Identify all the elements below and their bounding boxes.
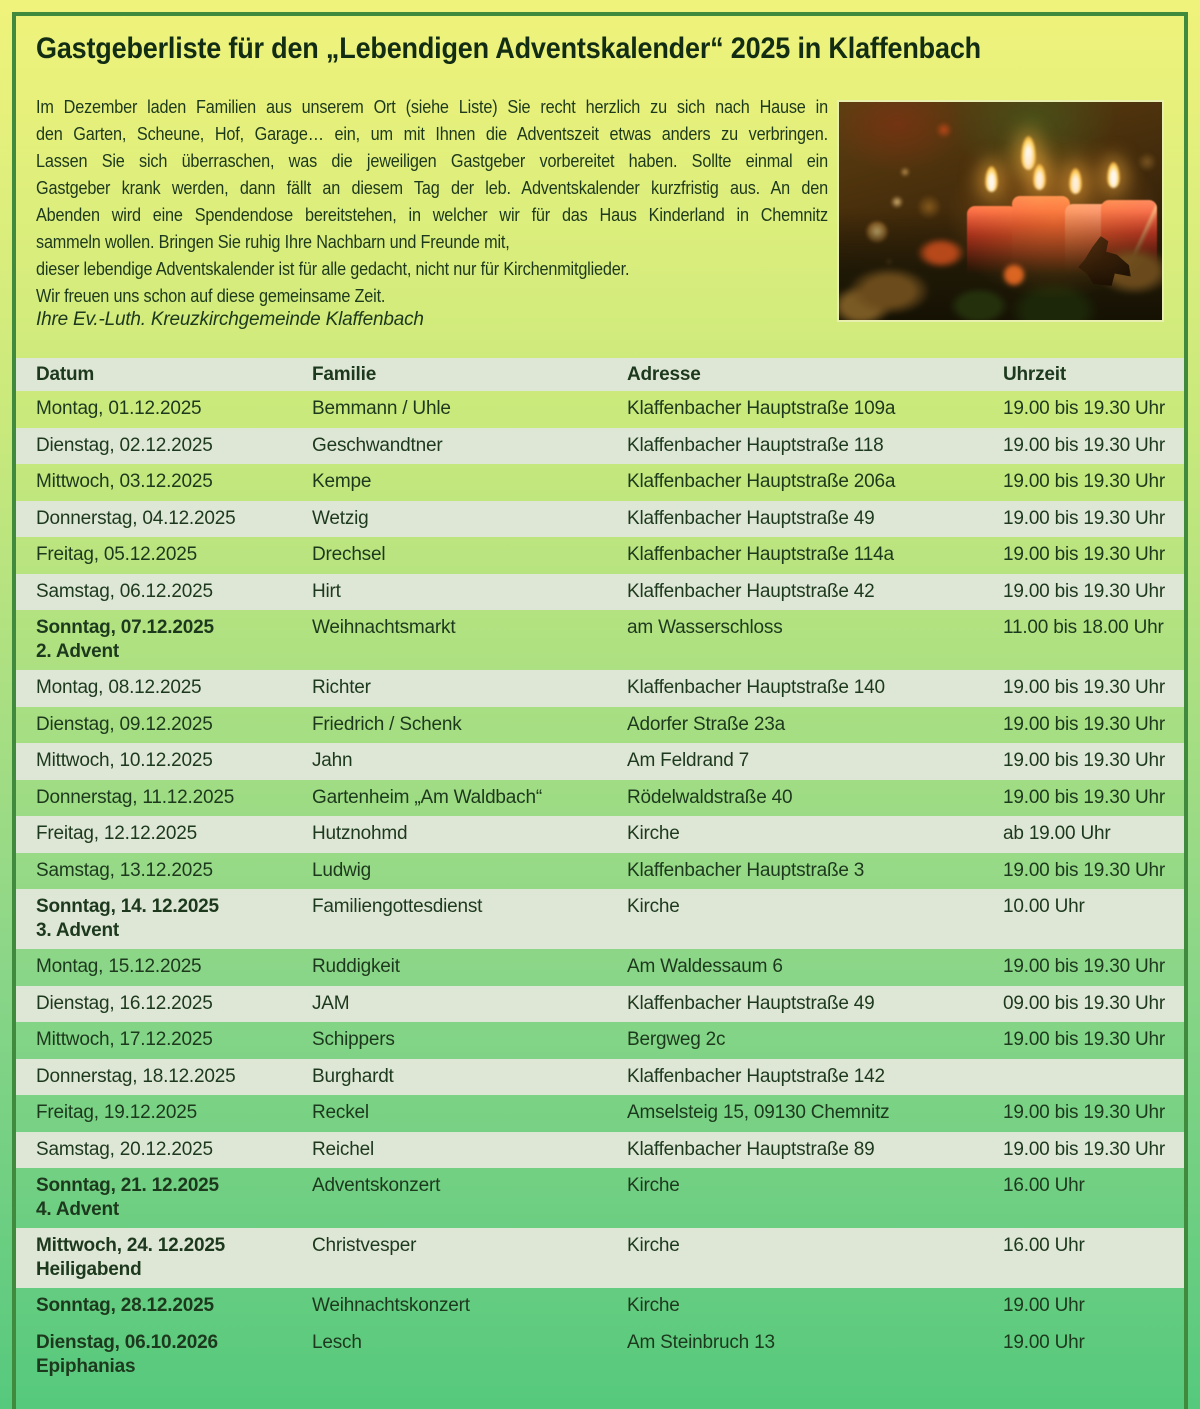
cell-adresse: Amselsteig 15, 09130 Chemnitz bbox=[627, 1102, 890, 1124]
cell-familie: Weihnachtskonzert bbox=[312, 1295, 470, 1317]
cell-datum bbox=[36, 992, 312, 1016]
cell-adresse: Rödelwaldstraße 40 bbox=[627, 786, 793, 808]
cell-adresse: Kirche bbox=[627, 1175, 680, 1196]
table-row bbox=[16, 1228, 1184, 1288]
cell-uhrzeit: 19.00 bis 19.30 Uhr bbox=[1003, 1102, 1166, 1124]
cell-datum bbox=[36, 1331, 312, 1379]
cell-adresse: Kirche bbox=[627, 1235, 680, 1256]
cell-familie: Ruddigkeit bbox=[312, 956, 400, 978]
table-row bbox=[16, 853, 1184, 890]
cell-adresse: Klaffenbacher Hauptstraße 49 bbox=[627, 507, 875, 529]
table-row bbox=[16, 574, 1184, 611]
cell-adresse: Klaffenbacher Hauptstraße 49 bbox=[627, 992, 875, 1014]
datum-subtext: Heiligabend bbox=[36, 1259, 142, 1280]
header-datum: Datum bbox=[36, 363, 95, 385]
schedule-table bbox=[16, 358, 1184, 1385]
cell-familie: Burghardt bbox=[312, 1065, 394, 1087]
cell-uhrzeit: 11.00 bis 18.00 Uhr bbox=[1003, 617, 1164, 638]
datum-text: Donnerstag, 04.12.2025 bbox=[36, 507, 236, 529]
cell-datum bbox=[36, 749, 312, 773]
datum-text: Samstag, 13.12.2025 bbox=[36, 859, 213, 881]
datum-text: Samstag, 06.12.2025 bbox=[36, 580, 213, 602]
cell-adresse: Klaffenbacher Hauptstraße 114a bbox=[627, 544, 894, 566]
datum-text: Freitag, 19.12.2025 bbox=[36, 1102, 197, 1124]
cell-uhrzeit: 09.00 bis 19.30 Uhr bbox=[1003, 992, 1166, 1014]
datum-text: Freitag, 12.12.2025 bbox=[36, 823, 197, 845]
table-row bbox=[16, 816, 1184, 853]
datum-text: Sonntag, 21. 12.2025 bbox=[36, 1175, 219, 1196]
cell-familie: Jahn bbox=[312, 750, 353, 772]
cell-adresse: Am Feldrand 7 bbox=[627, 750, 750, 772]
cell-familie: Friedrich / Schenk bbox=[312, 713, 462, 735]
warm-glow bbox=[839, 102, 1162, 320]
cell-uhrzeit: 19.00 bis 19.30 Uhr bbox=[1003, 1029, 1166, 1051]
cell-familie: Hirt bbox=[312, 580, 341, 602]
cell-adresse: Klaffenbacher Hauptstraße 3 bbox=[627, 859, 865, 881]
cell-uhrzeit: 19.00 bis 19.30 Uhr bbox=[1003, 713, 1166, 735]
cell-uhrzeit: 19.00 bis 19.30 Uhr bbox=[1003, 786, 1166, 808]
table-row bbox=[16, 949, 1184, 986]
cell-datum bbox=[36, 1101, 312, 1125]
cell-familie: Drechsel bbox=[312, 544, 386, 566]
intro-line: Lassen Sie sich überraschen, was die jeweiligen Gastgeber vorbereitet haben. Sollte einmal ein bbox=[36, 150, 828, 171]
cell-uhrzeit: 19.00 bis 19.30 Uhr bbox=[1003, 956, 1166, 978]
cell-adresse: Am Steinbruch 13 bbox=[627, 1331, 775, 1353]
cell-uhrzeit: 19.00 bis 19.30 Uhr bbox=[1003, 677, 1166, 699]
cell-familie: Lesch bbox=[312, 1331, 362, 1353]
table-row bbox=[16, 780, 1184, 817]
intro-line: sammeln wollen. Bringen Sie ruhig Ihre Nachbarn und Freunde mit, bbox=[36, 231, 510, 252]
cell-datum bbox=[36, 822, 312, 846]
table-row bbox=[16, 464, 1184, 501]
cell-uhrzeit: 10.00 Uhr bbox=[1003, 896, 1085, 917]
cell-adresse: Kirche bbox=[627, 1295, 680, 1317]
cell-familie: Adventskonzert bbox=[312, 1175, 441, 1196]
table-row bbox=[16, 391, 1184, 428]
table-row bbox=[16, 537, 1184, 574]
cell-familie: Christvesper bbox=[312, 1235, 417, 1256]
cell-adresse: am Wasserschloss bbox=[627, 617, 783, 638]
datum-text: Mittwoch, 24. 12.2025 bbox=[36, 1235, 226, 1256]
signature-line: Ihre Ev.-Luth. Kreuzkirchgemeinde Klaffenbach bbox=[36, 309, 424, 330]
cell-familie: Wetzig bbox=[312, 507, 369, 529]
cell-datum bbox=[36, 713, 312, 737]
datum-text: Montag, 01.12.2025 bbox=[36, 398, 202, 420]
cell-uhrzeit: 16.00 Uhr bbox=[1003, 1175, 1085, 1196]
cell-datum bbox=[36, 507, 312, 531]
cell-familie: Weihnachtsmarkt bbox=[312, 617, 456, 638]
cell-uhrzeit: 19.00 bis 19.30 Uhr bbox=[1003, 507, 1166, 529]
table-row bbox=[16, 1095, 1184, 1132]
cell-datum bbox=[36, 1138, 312, 1162]
table-row bbox=[16, 707, 1184, 744]
intro-paragraph bbox=[36, 93, 828, 309]
intro-line: Gastgeber krank werden, dann fällt an diesem Tag der leb. Adventskalender kurzfristig aus. An den bbox=[36, 177, 828, 198]
cell-uhrzeit: 19.00 bis 19.30 Uhr bbox=[1003, 471, 1166, 493]
page-title: Gastgeberliste für den „Lebendigen Adventskalender“ 2025 in Klaffenbach bbox=[36, 32, 981, 65]
table-row bbox=[16, 743, 1184, 780]
cell-uhrzeit: 19.00 Uhr bbox=[1003, 1331, 1085, 1353]
datum-text: Mittwoch, 03.12.2025 bbox=[36, 471, 213, 493]
table-row bbox=[16, 428, 1184, 465]
table-row bbox=[16, 986, 1184, 1023]
datum-text: Montag, 15.12.2025 bbox=[36, 956, 202, 978]
cell-familie: Reichel bbox=[312, 1138, 374, 1160]
cell-datum bbox=[36, 543, 312, 567]
table-row bbox=[16, 1022, 1184, 1059]
cell-datum bbox=[36, 1028, 312, 1052]
datum-subtext: 3. Advent bbox=[36, 920, 120, 941]
cell-adresse: Klaffenbacher Hauptstraße 140 bbox=[627, 677, 885, 699]
datum-text: Mittwoch, 10.12.2025 bbox=[36, 750, 213, 772]
cell-adresse: Klaffenbacher Hauptstraße 109a bbox=[627, 398, 896, 420]
table-row bbox=[16, 1059, 1184, 1096]
datum-text: Dienstag, 16.12.2025 bbox=[36, 992, 213, 1014]
cell-adresse: Klaffenbacher Hauptstraße 118 bbox=[627, 434, 884, 456]
cell-familie: Reckel bbox=[312, 1102, 369, 1124]
datum-text: Sonntag, 14. 12.2025 bbox=[36, 896, 219, 917]
cell-adresse: Bergweg 2c bbox=[627, 1029, 726, 1051]
cell-uhrzeit: ab 19.00 Uhr bbox=[1003, 823, 1111, 845]
cell-uhrzeit: 19.00 bis 19.30 Uhr bbox=[1003, 580, 1166, 602]
cell-datum bbox=[36, 1065, 312, 1089]
datum-text: Donnerstag, 18.12.2025 bbox=[36, 1065, 236, 1087]
cell-adresse: Adorfer Straße 23a bbox=[627, 713, 785, 735]
intro-line: den Garten, Scheune, Hof, Garage… ein, um mit Ihnen die Adventszeit etwas anders zu verbringen. bbox=[36, 123, 828, 144]
cell-uhrzeit: 19.00 bis 19.30 Uhr bbox=[1003, 750, 1166, 772]
datum-text: Sonntag, 07.12.2025 bbox=[36, 617, 214, 638]
intro-line: Abenden wird eine Spendendose bereitstehen, in welcher wir für das Haus Kinderland in Chemnitz bbox=[36, 204, 828, 225]
cell-familie: Ludwig bbox=[312, 859, 372, 881]
table-header-row bbox=[16, 358, 1184, 391]
datum-text: Mittwoch, 17.12.2025 bbox=[36, 1029, 213, 1051]
cell-adresse: Kirche bbox=[627, 896, 680, 917]
cell-uhrzeit: 19.00 bis 19.30 Uhr bbox=[1003, 1138, 1166, 1160]
cell-uhrzeit: 19.00 bis 19.30 Uhr bbox=[1003, 544, 1166, 566]
advent-wreath-photo bbox=[837, 100, 1164, 322]
cell-datum bbox=[36, 895, 312, 943]
cell-datum bbox=[36, 859, 312, 883]
cell-familie: Geschwandtner bbox=[312, 434, 443, 456]
cell-familie: Schippers bbox=[312, 1029, 395, 1051]
cell-datum bbox=[36, 786, 312, 810]
cell-familie: JAM bbox=[312, 992, 350, 1014]
cell-familie: Bemmann / Uhle bbox=[312, 398, 451, 420]
cell-familie: Familiengottesdienst bbox=[312, 896, 483, 917]
cell-datum bbox=[36, 470, 312, 494]
cell-adresse: Klaffenbacher Hauptstraße 89 bbox=[627, 1138, 875, 1160]
cell-uhrzeit: 19.00 Uhr bbox=[1003, 1295, 1085, 1317]
datum-text: Montag, 08.12.2025 bbox=[36, 677, 202, 699]
cell-datum bbox=[36, 955, 312, 979]
cell-datum bbox=[36, 1174, 312, 1222]
cell-datum bbox=[36, 676, 312, 700]
datum-subtext: 4. Advent bbox=[36, 1199, 120, 1220]
table-row bbox=[16, 889, 1184, 949]
datum-text: Dienstag, 09.12.2025 bbox=[36, 713, 213, 735]
cell-adresse: Klaffenbacher Hauptstraße 206a bbox=[627, 471, 896, 493]
table-row bbox=[16, 670, 1184, 707]
cell-familie: Hutznohmd bbox=[312, 823, 408, 845]
cell-familie: Richter bbox=[312, 677, 371, 699]
datum-text: Dienstag, 06.10.2026 bbox=[36, 1331, 218, 1353]
header-familie: Familie bbox=[312, 363, 377, 385]
cell-uhrzeit: 16.00 Uhr bbox=[1003, 1235, 1085, 1256]
datum-text: Freitag, 05.12.2025 bbox=[36, 544, 197, 566]
cell-familie: Gartenheim „Am Waldbach“ bbox=[312, 786, 542, 808]
table-body bbox=[16, 391, 1184, 1385]
cell-datum bbox=[36, 1234, 312, 1282]
cell-datum bbox=[36, 1294, 312, 1318]
intro-line: dieser lebendige Adventskalender ist für alle gedacht, nicht nur für Kirchenmitglieder. bbox=[36, 258, 630, 279]
intro-line: Im Dezember laden Familien aus unserem Ort (siehe Liste) Sie recht herzlich zu sich nach Hause in bbox=[36, 96, 828, 117]
datum-subtext: 2. Advent bbox=[36, 641, 120, 662]
datum-subtext: Epiphanias bbox=[36, 1355, 136, 1377]
datum-text: Sonntag, 28.12.2025 bbox=[36, 1295, 214, 1317]
cell-uhrzeit: 19.00 bis 19.30 Uhr bbox=[1003, 434, 1166, 456]
cell-datum bbox=[36, 397, 312, 421]
cell-adresse: Am Waldessaum 6 bbox=[627, 956, 783, 978]
table-row bbox=[16, 1288, 1184, 1325]
datum-text: Samstag, 20.12.2025 bbox=[36, 1138, 213, 1160]
header-uhrzeit: Uhrzeit bbox=[1003, 363, 1066, 385]
cell-datum bbox=[36, 580, 312, 604]
cell-adresse: Klaffenbacher Hauptstraße 42 bbox=[627, 580, 875, 602]
cell-adresse: Klaffenbacher Hauptstraße 142 bbox=[627, 1065, 885, 1087]
datum-text: Dienstag, 02.12.2025 bbox=[36, 434, 213, 456]
table-row bbox=[16, 1132, 1184, 1169]
table-row bbox=[16, 610, 1184, 670]
cell-uhrzeit: 19.00 bis 19.30 Uhr bbox=[1003, 398, 1166, 420]
cell-datum bbox=[36, 434, 312, 458]
table-row bbox=[16, 1168, 1184, 1228]
cell-uhrzeit: 19.00 bis 19.30 Uhr bbox=[1003, 859, 1166, 881]
table-row bbox=[16, 501, 1184, 538]
cell-datum bbox=[36, 616, 312, 664]
cell-familie: Kempe bbox=[312, 471, 372, 493]
cell-adresse: Kirche bbox=[627, 823, 680, 845]
datum-text: Donnerstag, 11.12.2025 bbox=[36, 786, 235, 808]
table-row bbox=[16, 1325, 1184, 1385]
header-adresse: Adresse bbox=[627, 363, 701, 385]
intro-line: Wir freuen uns schon auf diese gemeinsame Zeit. bbox=[36, 285, 386, 306]
